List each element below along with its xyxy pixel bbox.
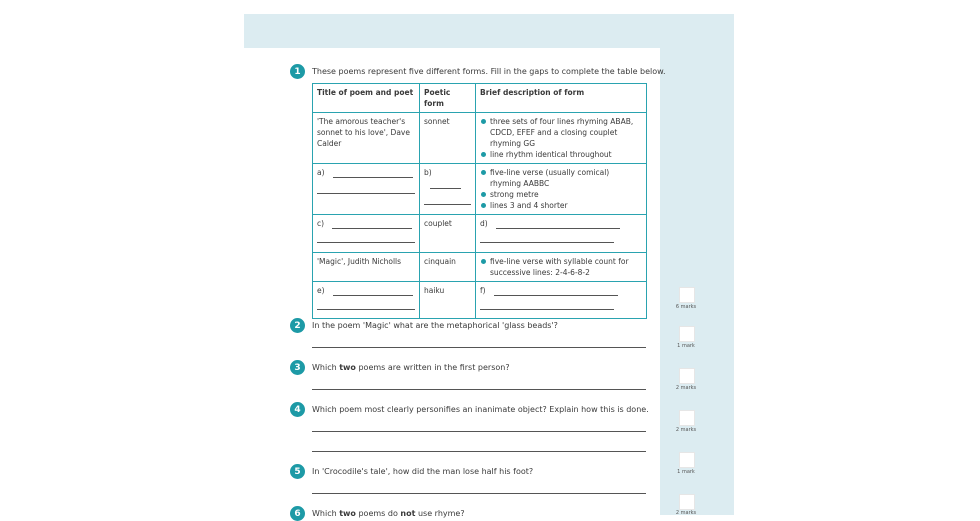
table-row (313, 253, 647, 282)
cell-description (476, 113, 647, 164)
description-bullet: five-line verse (usually comical) rhyming AABBC (480, 167, 642, 189)
mark-box[interactable] (679, 494, 695, 510)
header-title: Title of poem and poet (313, 84, 420, 113)
answer-blank-b-line2[interactable] (424, 203, 471, 205)
mark-label: 2 marks (675, 385, 697, 391)
answer-blank-f[interactable] (494, 287, 618, 296)
answer-label-c: c) (317, 219, 325, 228)
mark-box[interactable] (679, 368, 695, 384)
cell-title: 'Magic', Judith Nicholls (313, 253, 420, 282)
description-bullet: lines 3 and 4 shorter (480, 200, 642, 211)
mark-label: 2 marks (675, 427, 697, 433)
question-4-prompt: Which poem most clearly personifies an inanimate object? Explain how this is done. (312, 405, 649, 414)
answer-label-a: a) (317, 168, 325, 177)
answer-label-e: e) (317, 286, 325, 295)
answer-blank-e[interactable] (333, 287, 413, 296)
answer-line[interactable] (312, 451, 646, 452)
answer-line[interactable] (312, 389, 646, 390)
table-row (313, 215, 647, 253)
answer-blank-b[interactable] (430, 180, 461, 189)
mark-box[interactable] (679, 326, 695, 342)
question-5-prompt: In 'Crocodile's tale', how did the man lose half his foot? (312, 467, 534, 476)
question-number-2: 2 (290, 318, 305, 333)
cell-form-blank[interactable] (420, 164, 476, 215)
cell-description (476, 164, 647, 215)
answer-line[interactable] (312, 347, 646, 348)
answer-blank-e-line2[interactable] (317, 308, 415, 310)
question-number-4: 4 (290, 402, 305, 417)
mark-box[interactable] (679, 410, 695, 426)
cell-description (476, 253, 647, 282)
mark-box[interactable] (679, 287, 695, 303)
description-bullet: three sets of four lines rhyming ABAB, CDCD, EFEF and a closing couplet rhyming GG (480, 116, 642, 149)
answer-blank-a-line2[interactable] (317, 192, 415, 194)
cell-description-blank[interactable] (476, 282, 647, 319)
answer-label-b: b) (424, 168, 432, 177)
cell-title-blank[interactable] (313, 282, 420, 319)
question-6-prompt (312, 509, 465, 518)
prompt-emphasis: two (339, 509, 356, 518)
cell-title-blank[interactable] (313, 215, 420, 253)
table-header-row (313, 84, 647, 113)
cell-description-blank[interactable] (476, 215, 647, 253)
answer-blank-c-line2[interactable] (317, 241, 415, 243)
description-bullet: line rhythm identical throughout (480, 149, 642, 160)
question-number-5: 5 (290, 464, 305, 479)
answer-blank-a[interactable] (333, 169, 413, 178)
cell-form: haiku (420, 282, 476, 319)
cell-title: 'The amorous teacher's sonnet to his love', Dave Calder (313, 113, 420, 164)
table-row (313, 113, 647, 164)
poem-forms-table (312, 83, 647, 319)
prompt-emphasis: two (339, 363, 356, 372)
answer-blank-d[interactable] (496, 220, 620, 229)
table-row (313, 164, 647, 215)
description-bullet: strong metre (480, 189, 642, 200)
question-2-prompt: In the poem 'Magic' what are the metaphorical 'glass beads'? (312, 321, 558, 330)
answer-blank-c[interactable] (332, 220, 412, 229)
answer-line[interactable] (312, 431, 646, 432)
answer-label-f: f) (480, 286, 486, 295)
description-bullet: five-line verse with syllable count for successive lines: 2-4-6-8-2 (480, 256, 642, 278)
cell-title-blank[interactable] (313, 164, 420, 215)
prompt-text: Which (312, 509, 340, 518)
table-row (313, 282, 647, 319)
question-3-prompt (312, 363, 510, 372)
answer-label-d: d) (480, 219, 488, 228)
answer-line[interactable] (312, 493, 646, 494)
answer-blank-d-line2[interactable] (480, 241, 614, 243)
mark-label: 2 marks (675, 510, 697, 516)
mark-label: 1 mark (677, 343, 695, 349)
prompt-text: use rhyme? (415, 509, 465, 518)
mark-label: 6 marks (675, 304, 697, 310)
cell-form: sonnet (420, 113, 476, 164)
cell-form: couplet (420, 215, 476, 253)
prompt-text: poems are written in the first person? (355, 363, 510, 372)
header-description: Brief description of form (476, 84, 647, 113)
mark-label: 1 mark (677, 469, 695, 475)
prompt-emphasis: not (400, 509, 416, 518)
answer-blank-f-line2[interactable] (480, 308, 614, 310)
mark-box[interactable] (679, 452, 695, 468)
prompt-text: Which (312, 363, 340, 372)
prompt-text: poems do (355, 509, 401, 518)
question-number-1: 1 (290, 64, 305, 79)
question-number-3: 3 (290, 360, 305, 375)
cell-form: cinquain (420, 253, 476, 282)
header-form: Poetic form (420, 84, 476, 113)
question-1-prompt: These poems represent five different forms. Fill in the gaps to complete the table below. (312, 67, 666, 76)
question-number-6: 6 (290, 506, 305, 521)
